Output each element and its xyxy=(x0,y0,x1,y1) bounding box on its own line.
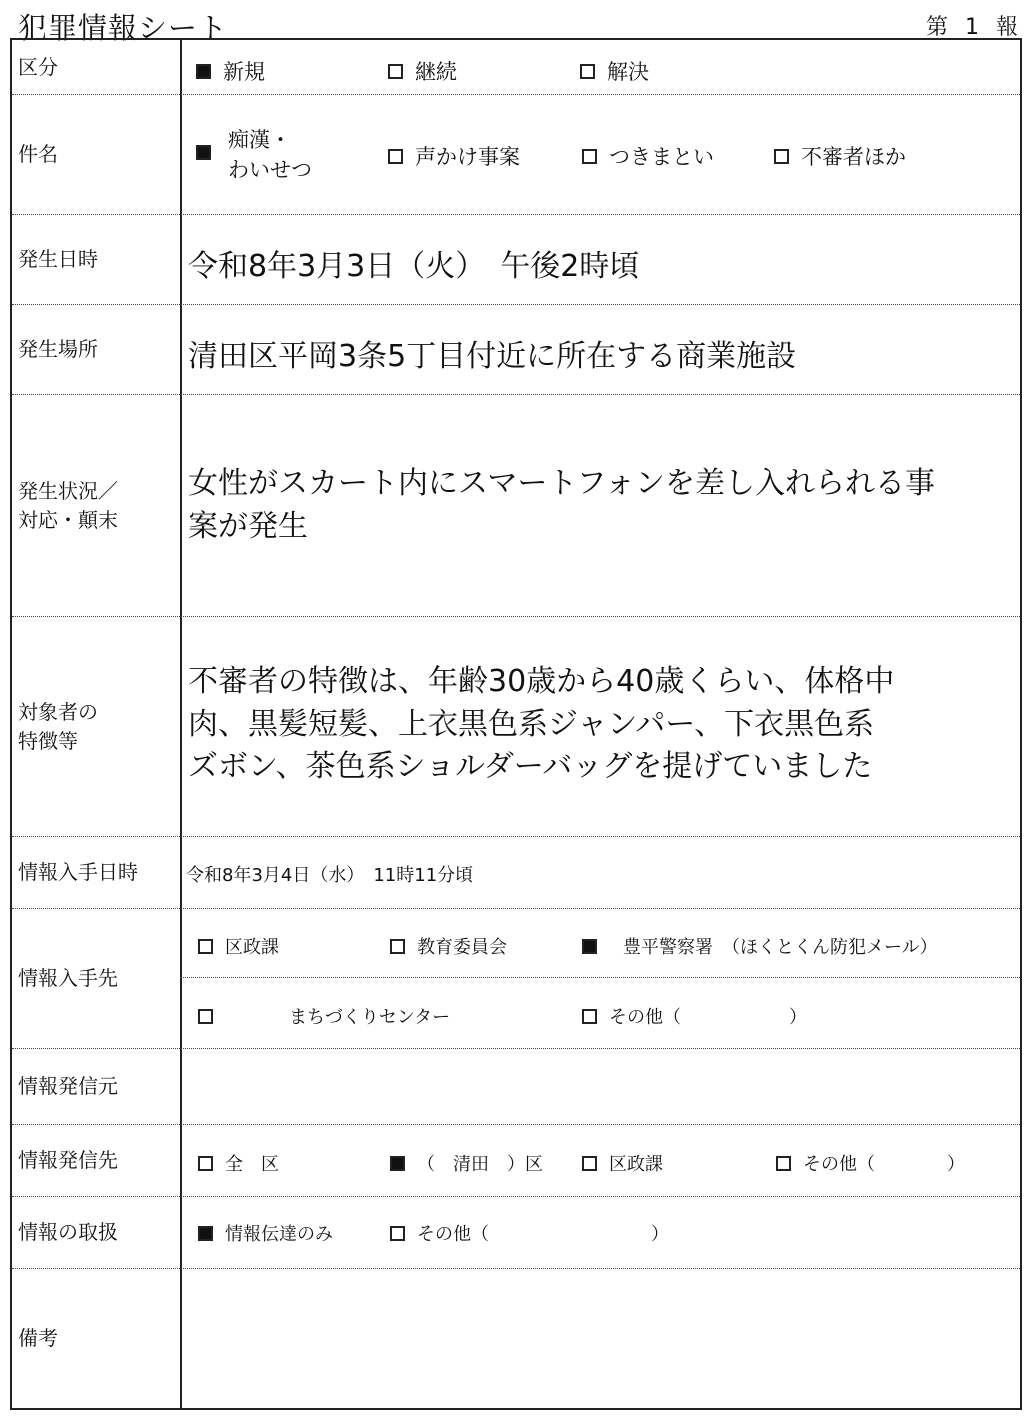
occurrence-datetime-value: 令和8年3月3日（火） 午後2時頃 xyxy=(188,249,640,284)
handling-option-other[interactable]: その他（ ） xyxy=(390,1220,669,1246)
row-notes xyxy=(12,1269,1020,1408)
recipient-option-kiyota-ward[interactable]: （ 清田 ）区 xyxy=(390,1150,543,1176)
row-label: 情報の取扱 xyxy=(18,1220,118,1244)
checkbox-unchecked[interactable] xyxy=(582,149,597,164)
row-info-obtained-datetime xyxy=(12,837,1020,909)
info-obtained-value: 令和8年3月4日（水） 11時11分頃 xyxy=(186,865,474,886)
checkbox-unchecked[interactable] xyxy=(390,939,405,954)
source-option-police[interactable]: 豊平警察署 （ほくとくん防犯メール） xyxy=(582,933,938,959)
checkbox-checked[interactable] xyxy=(582,939,597,954)
recipient-option-ward-admin[interactable]: 区政課 xyxy=(582,1150,663,1176)
recipient-option-all-wards[interactable]: 全 区 xyxy=(198,1150,279,1176)
option-resolved[interactable]: 解決 xyxy=(580,56,649,86)
checkbox-unchecked[interactable] xyxy=(582,1156,597,1171)
option-suspicious[interactable]: 不審者ほか xyxy=(774,141,906,171)
checkbox-unchecked[interactable] xyxy=(390,1226,405,1241)
checkbox-unchecked[interactable] xyxy=(198,1009,213,1024)
checkbox-checked[interactable] xyxy=(196,145,211,160)
row-label: 件名 xyxy=(18,142,58,166)
option-stalking[interactable]: つきまとい xyxy=(582,141,714,171)
row-situation xyxy=(12,395,1020,617)
checkbox-unchecked[interactable] xyxy=(580,64,595,79)
checkbox-unchecked[interactable] xyxy=(388,64,403,79)
option-continued[interactable]: 継続 xyxy=(388,56,457,86)
source-option-education-board[interactable]: 教育委員会 xyxy=(390,933,507,959)
handling-option-transmit-only[interactable]: 情報伝達のみ xyxy=(198,1220,333,1246)
row-info-handling xyxy=(12,1197,1020,1269)
source-option-other[interactable]: その他（ ） xyxy=(582,1003,807,1029)
row-label: 情報入手日時 xyxy=(18,860,138,884)
row-subject xyxy=(12,95,1020,215)
checkbox-unchecked[interactable] xyxy=(582,1009,597,1024)
checkbox-unchecked[interactable] xyxy=(776,1156,791,1171)
row-occurrence-datetime xyxy=(12,215,1020,305)
row-label: 発生場所 xyxy=(18,337,98,361)
suspect-features-text: 不審者の特徴は、年齢30歳から40歳くらい、体格中 肉、黒髪短髪、上衣黒色系ジャンパー、下衣黒色系 ズボン、茶色系ショルダーバッグを提げていました xyxy=(188,664,895,785)
occurrence-place-value: 清田区平岡3条5丁目付近に所在する商業施設 xyxy=(188,339,797,374)
row-category xyxy=(12,40,1020,95)
checkbox-unchecked[interactable] xyxy=(774,149,789,164)
checkbox-checked[interactable] xyxy=(390,1156,405,1171)
recipient-option-other[interactable]: その他（ ） xyxy=(776,1150,965,1176)
row-label: 対象者の 特徴等 xyxy=(18,699,98,753)
row-label: 情報入手先 xyxy=(18,966,118,990)
situation-text: 女性がスカート内にスマートフォンを差し入れられる事 案が発生 xyxy=(188,466,935,544)
option-approach[interactable]: 声かけ事案 xyxy=(388,141,520,171)
row-info-source xyxy=(12,909,1020,1049)
row-label: 情報発信先 xyxy=(18,1148,118,1172)
sheet-title: 犯罪情報シート xyxy=(18,11,229,45)
source-option-town-center[interactable]: まちづくりセンター xyxy=(198,1003,450,1029)
report-number: 第 1 報 xyxy=(926,15,1018,40)
option-molestation[interactable] xyxy=(196,145,223,160)
row-label: 情報発信元 xyxy=(18,1074,118,1098)
inner-divider xyxy=(180,977,1020,978)
source-option-ward-admin[interactable]: 区政課 xyxy=(198,933,279,959)
checkbox-unchecked[interactable] xyxy=(198,939,213,954)
row-label: 区分 xyxy=(18,54,58,79)
crime-info-form xyxy=(10,38,1022,1410)
row-suspect-features xyxy=(12,617,1020,837)
row-label: 発生日時 xyxy=(18,247,98,271)
row-info-sender xyxy=(12,1049,1020,1125)
checkbox-checked[interactable] xyxy=(198,1226,213,1241)
row-occurrence-place xyxy=(12,305,1020,395)
checkbox-unchecked[interactable] xyxy=(388,149,403,164)
checkbox-checked[interactable] xyxy=(196,64,211,79)
row-label: 備考 xyxy=(18,1326,58,1350)
row-label: 発生状況／ 対応・顛末 xyxy=(18,478,118,532)
option-new[interactable]: 新規 xyxy=(196,56,265,86)
checkbox-unchecked[interactable] xyxy=(198,1156,213,1171)
row-info-recipient xyxy=(12,1125,1020,1197)
option-molestation-label: 痴漢・ わいせつ xyxy=(228,128,312,183)
